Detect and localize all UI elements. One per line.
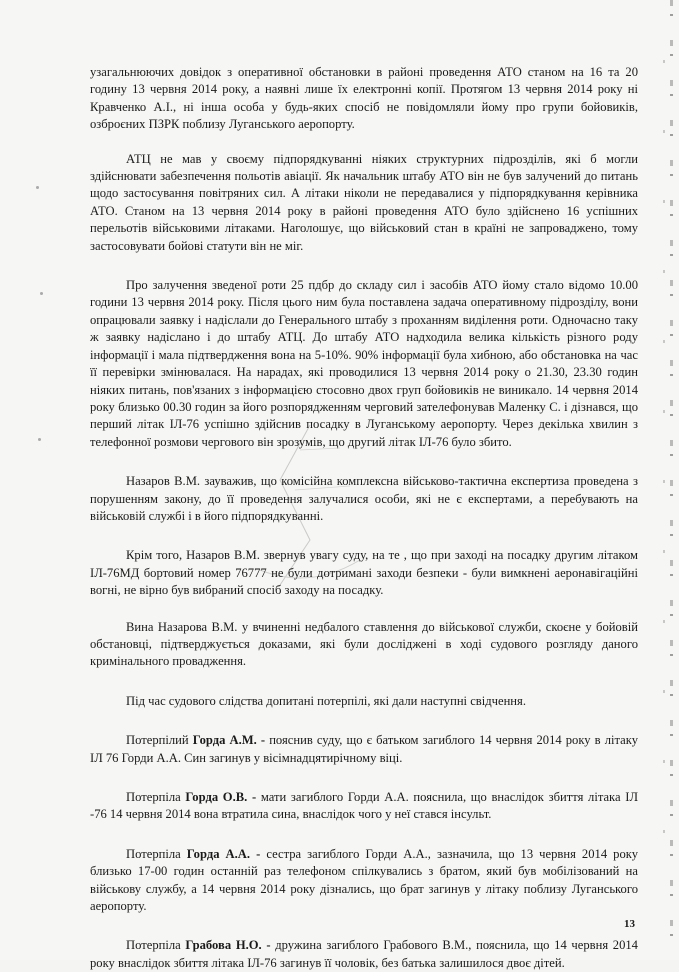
paragraph-text: пояснив суду, що є батьком загиблого 14 червня 2014 року в літаку ІЛ 76 Горди А.А. Син загинув у вісімнадцятирічному віці. — [90, 733, 638, 765]
paragraph-p5 — [90, 547, 638, 599]
paragraph-text: Потерпіла — [126, 846, 187, 861]
paragraph-text: Назаров В.М. зауважив, що комісійна комплексна військово-тактична експертиза проведена з порушенням закону, до її проведення залучалися особи, які не є експертами, а перебувають на військовій службі і в його підпорядкуванні. — [90, 474, 638, 523]
paragraph-text: Потерпіла — [126, 938, 186, 953]
paragraph-p8 — [90, 732, 638, 767]
paragraph-p4 — [90, 473, 638, 525]
scan-speck — [36, 186, 39, 189]
paragraph-p1 — [90, 64, 638, 134]
paragraph-p3 — [90, 277, 638, 451]
paragraph-text: Про залучення зведеної роти 25 пдбр до складу сил і засобів АТО йому стало відомо 10.00 години 13 червня 2014 року. Після цього ним була поставлена задача оперативному підрозділу, вони опрацювали заявку і надіслали до Генерального штабу з проханням виділення роти. Одночасно таку ж заявку надіслано і до штабу АТЦ. До штабу АТО надходила велика кількість різного роду інформації і мала підтвердження вона на 5-10%. 90% інформації була хибною, або обстановка на час її перевірки змінювалася. На нарадах, які проводилися 13 червня 2014 року о 21.30, 23.30 годин ніяких питань, пов'язаних з інформацією стосовно двох груп бойовиків не виникало. 14 червня 2014 року близько 00.30 годин за його розпорядженням черговий зателефонував Маленку С. і дізнався, що перший літак ІЛ-76 успішно здійснив посадку в Луганському аеропорту. Через декілька хвилин з телефонної розмови чергового він зрозумів, що другий літак ІЛ-76 було збито. — [90, 278, 638, 449]
victim-name: Горда А.А. - — [186, 846, 261, 861]
paragraph-p9 — [90, 789, 638, 824]
paragraph-p10 — [90, 846, 638, 916]
page-number: 13 — [624, 918, 635, 930]
paragraph-text: АТЦ не мав у своєму підпорядкуванні ніяких структурних підрозділів, які б могли здійснювати забезпечення польотів авіації. Як начальник штабу АТО він не був залучений до питань щодо застосування повітряних сил. А літаки ніколи не передавалися у підпорядкування керівника АТО. Станом на 13 червня 2014 року в районі проведення АТО було здійснено 16 успішних перельотів військовими літаками. Наголошує, що військовий стан в країні не запроваджено, тому застосовувати бойові статути він не міг. — [90, 151, 638, 253]
paragraph-text: Крім того, Назаров В.М. звернув увагу суду, на те , що при заході на посадку другим літаком ІЛ-76МД бортовий номер 76777 не були дотримані заходи безпеки - були вимкнені аеронавігаційні вогні, не вірно був вибраний спосіб заходу на посадку. — [90, 548, 638, 598]
victim-name: Горда О.В. - — [185, 790, 257, 804]
victim-name: Горда А.М. - — [192, 733, 266, 748]
scan-edge-artifact — [670, 0, 673, 960]
paragraph-text: мати загиблого Горди А.А. пояснила, що внаслідок збиття літака ІЛ -76 14 червня 2014 вона втратила сина, внаслідок чого у неї стався інсульт. — [90, 790, 638, 822]
paragraph-text: дружина загиблого Грабового В.М., пояснила, що 14 червня 2014 року внаслідок збиття літака ІЛ-76 загинув її чоловік, без батька залишилося двоє дітей. — [90, 938, 638, 970]
paragraph-text: Потерпілий — [126, 733, 193, 748]
paragraph-text: сестра загиблого Горди А.А., зазначила, що 13 червня 2014 року близько 17-00 годин останній раз телефоном спілкувались з братом, який був мобілізований на військову службу, а 14 червня 2014 року дізнались, що брат загинув у літаку поблизу Луганського аеропорту. — [90, 846, 638, 914]
paragraph-text: Вина Назарова В.М. у вчиненні недбалого ставлення до військової служби, скоєне у бойовій обстановці, підтверджується доказами, які були досліджені в ході судового розгляду даного кримінального провадження. — [90, 619, 638, 669]
paragraph-p6 — [90, 619, 638, 671]
paragraph-p2 — [90, 151, 638, 255]
victim-name: Грабова Н.О. - — [185, 938, 271, 953]
scan-speck — [38, 438, 41, 441]
paragraph-text: Під час судового слідства допитані потерпілі, які дали наступні свідчення. — [126, 693, 526, 708]
document-body — [90, 64, 638, 972]
scan-edge-artifact-2 — [663, 60, 665, 880]
scan-speck — [40, 292, 43, 295]
paragraph-text: Потерпіла — [126, 790, 186, 804]
paragraph-text: узагальнюючих довідок з оперативної обстановки в районі проведення АТО станом на 16 та 20 годину 13 червня 2014 року, а наявні лише їх електронні копії. Протягом 13 червня 2014 року ні Кравченко А.І., ні інша особа у будь-яких спосіб не повідомляли йому про групи бойовиків, озброєних ПЗРК поблизу Луганського аеропорту. — [90, 65, 638, 132]
paragraph-p7 — [90, 693, 638, 710]
paragraph-p11 — [90, 937, 638, 972]
